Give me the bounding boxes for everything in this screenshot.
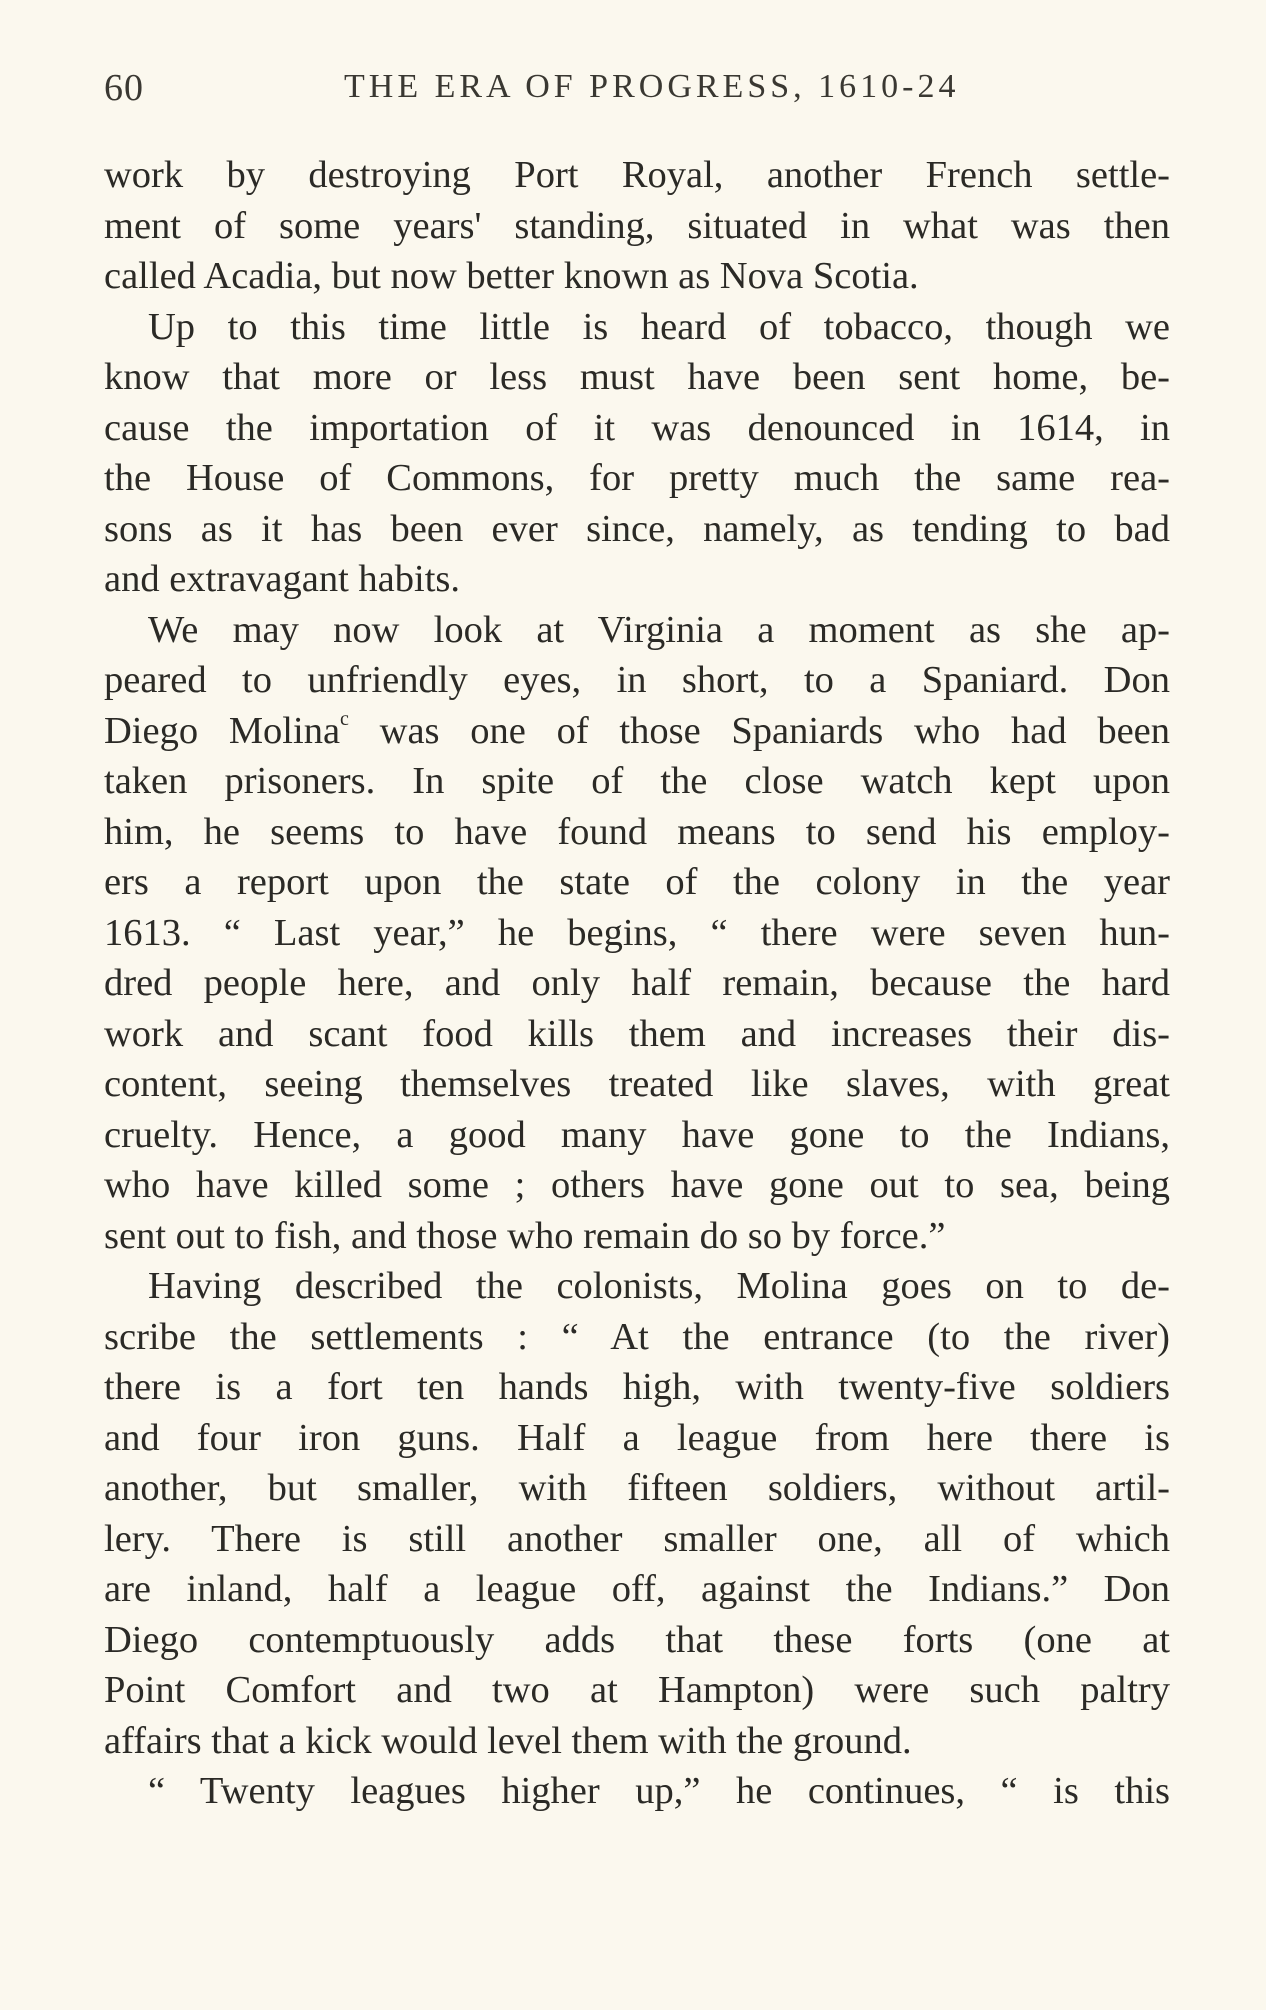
text-line [104, 1766, 1170, 1817]
text-line-content: and four iron guns. Half a league from here there is [104, 1416, 1170, 1459]
text-line [104, 1160, 1170, 1211]
text-line-content: know that more or less must have been sent home, be- [104, 356, 1170, 398]
text-line-content: ers a report upon the state of the colony in the year [104, 861, 1170, 903]
text-line [104, 352, 1170, 403]
text-line [104, 150, 1170, 201]
text-line [104, 403, 1170, 454]
text-line [104, 1261, 1170, 1312]
text-line-content: lery. There is still another smaller one, all of which [104, 1517, 1170, 1560]
text-line [104, 1110, 1170, 1161]
text-line-content: Diego contemptuously adds that these forts (one at [104, 1618, 1170, 1661]
text-line [104, 1615, 1170, 1666]
text-line-content: 1613. “ Last year,” he begins, “ there were seven hun- [104, 911, 1170, 954]
text-line-content: cruelty. Hence, a good many have gone to the Indians, [104, 1113, 1170, 1156]
text-line [104, 1312, 1170, 1363]
text-line-content: Up to this time little is heard of tobacco, though we [148, 305, 1170, 348]
text-line-content: cause the importation of it was denounced in 1614, in [104, 406, 1170, 449]
text-line-content: We may now look at Virginia a moment as she ap- [148, 608, 1170, 651]
text-line-content: ment of some years' standing, situated in what was then [104, 204, 1170, 247]
text-line [104, 655, 1170, 706]
text-line [104, 1514, 1170, 1565]
text-line-content: and extravagant habits. [104, 558, 460, 600]
text-line-content: scribe the settlements : “ At the entrance (to the river) [104, 1315, 1170, 1358]
text-line [104, 605, 1170, 656]
text-line-content: Having described the colonists, Molina goes on to de- [148, 1265, 1170, 1307]
text-line [104, 1716, 1170, 1767]
text-line-content: the House of Commons, for pretty much the same rea- [104, 457, 1170, 499]
text-line-content: work by destroying Port Royal, another French settle- [104, 154, 1170, 196]
text-line-content: who have killed some ; others have gone out to sea, being [104, 1164, 1170, 1206]
text-line [104, 1059, 1170, 1110]
text-line [104, 1463, 1170, 1514]
text-line [104, 756, 1170, 807]
text-line-content: sent out to fish, and those who remain do so by force.” [104, 1214, 946, 1257]
page-number: 60 [104, 67, 144, 109]
text-line [104, 504, 1170, 555]
text-line-content: work and scant food kills them and increases their dis- [104, 1012, 1170, 1055]
text-line [104, 857, 1170, 908]
running-title: THE ERA OF PROGRESS, 1610-24 [344, 68, 960, 105]
text-line-content: “ Twenty leagues higher up,” he continues, “ is this [148, 1770, 1170, 1812]
text-line [104, 302, 1170, 353]
text-line-content: peared to unfriendly eyes, in short, to a Spaniard. Don [104, 659, 1170, 701]
text-line-content: Diego Molina [104, 709, 341, 752]
text-line-content: Point Comfort and two at Hampton) were such paltry [104, 1669, 1170, 1711]
text-line [104, 1665, 1170, 1716]
text-line [104, 1211, 1170, 1262]
text-line-content: content, seeing themselves treated like slaves, with great [104, 1063, 1170, 1105]
footnote-marker: c [340, 707, 349, 730]
text-line [104, 201, 1170, 252]
text-line-content: there is a fort ten hands high, with twenty-five soldiers [104, 1366, 1170, 1408]
text-line-content: called Acadia, but now better known as Nova Scotia. [104, 255, 919, 297]
text-line [104, 453, 1170, 504]
text-line [104, 1564, 1170, 1615]
text-line-content: was one of those Spaniards who had been [348, 709, 1170, 752]
text-line [104, 706, 1170, 757]
text-line [104, 1413, 1170, 1464]
running-head [104, 66, 1170, 116]
text-line-content: affairs that a kick would level them with the ground. [104, 1719, 912, 1762]
text-line-content: are inland, half a league off, against the Indians.” Don [104, 1568, 1170, 1610]
body-text [104, 150, 1170, 1817]
text-line [104, 958, 1170, 1009]
text-line-content: another, but smaller, with fifteen soldiers, without artil- [104, 1467, 1170, 1509]
text-line [104, 908, 1170, 959]
text-line [104, 1362, 1170, 1413]
text-line [104, 554, 1170, 605]
text-line-content: him, he seems to have found means to send his employ- [104, 810, 1170, 853]
text-line [104, 251, 1170, 302]
text-line-content: dred people here, and only half remain, because the hard [104, 962, 1170, 1004]
text-line [104, 1009, 1170, 1060]
text-line-content: sons as it has been ever since, namely, as tending to bad [104, 507, 1170, 550]
text-line [104, 807, 1170, 858]
text-line-content: taken prisoners. In spite of the close watch kept upon [104, 760, 1170, 802]
